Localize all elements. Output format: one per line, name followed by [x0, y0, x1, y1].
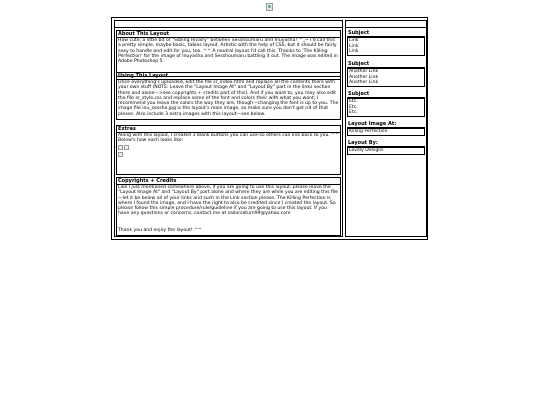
sidebar-link[interactable]: Etc.: [349, 110, 358, 115]
extras-title: Extras: [117, 126, 340, 133]
main-content: [114, 20, 343, 237]
layout-by-box: [347, 147, 425, 155]
layout-by-link[interactable]: Lovely Designs: [349, 148, 384, 153]
subject-block-3: [347, 91, 425, 117]
subject-list-3: [347, 98, 425, 117]
main-header-bar: [115, 21, 342, 28]
extras-section: [116, 125, 341, 175]
sidebar-header-bar: [346, 21, 426, 28]
copyrights-text: Like I just mentioned somewhere above, if you are going to use this layout, please leave the "Layout Image At" and "Layout By" part alone and where they are while you are editing this file—let it be below all of your links and such in the Link section please. The Killing Perfection is where I found the image, and I have the right to also be credited since I created the layout. So please follow this simple procedure/rule/guideline if you are going to use this layout. If you have any questions or concerns, contact me at sailorsaturn99@yahoo.com: [118, 185, 338, 217]
subject-block-2: [347, 61, 425, 87]
subject-block-1: [347, 30, 425, 56]
copyrights-section: [116, 177, 341, 236]
sidebar-link[interactable]: Link: [349, 43, 359, 49]
layout-table: [111, 17, 428, 240]
using-title: Using This Layout: [117, 73, 340, 80]
image-at-block: [347, 121, 425, 136]
sidebar-link[interactable]: Link: [349, 38, 359, 43]
sidebar-link[interactable]: Link: [349, 49, 359, 54]
using-section: [116, 72, 341, 120]
link-buttons: [117, 144, 340, 151]
about-title: About This Layout: [117, 31, 340, 38]
sidebar-link[interactable]: Another Link: [349, 74, 379, 80]
link-button-2-image[interactable]: [124, 145, 129, 150]
using-text: Once everything's uploaded, edit the file sr_index.html and replace all the contents there with your own stuff (NOTE: Leave the "Layout Image At" and "Layout By" part in the links section there and alone—>see copyrights + credits part of this). And if you want to, you may also edit the file sr_style.css and replace some of the font and colors their with what you want; I recommend you leave the colors the way they are, though—changing the font is up to you. The image file inu_sessha.jpg is the layout's main image, so make sure you don't get rid of that please. Also include 3 extra images with this layout—see below.: [118, 80, 339, 117]
subject-title-2: Subject: [347, 61, 425, 68]
link-button-1-image[interactable]: [118, 145, 123, 150]
sidebar: [345, 20, 427, 237]
about-section: [116, 30, 341, 77]
subject-list-1: [347, 37, 425, 56]
link-button-3-image[interactable]: [118, 152, 123, 157]
broken-image-icon: [266, 3, 273, 11]
layout-by-block: [347, 140, 425, 155]
layout-by-title: Layout By:: [347, 140, 425, 147]
image-at-box: [347, 128, 425, 136]
subject-title-1: Subject: [347, 30, 425, 37]
subject-title-3: Subject: [347, 91, 425, 98]
about-text: How cute; a little bit of "Sibling Rivalry" between Sesshoumaru and Inuyasha! ^_~ I'd call this a pretty simple, maybe basic, tables layout. Artistic with the help of CSS, but it should be fairly easy to handle and edit for you, too. ^^ A neutral layout I'd call this. Thanks to 'The Killing Perfection' for the image of Inuyasha and Sesshoumaru battling it out. The image was edited in Adobe Photoshop 5.: [118, 38, 338, 65]
thanks-text: Thank you and enjoy the layout! ^^: [118, 227, 202, 233]
image-at-link[interactable]: Killing Perfection: [349, 129, 388, 134]
sidebar-link[interactable]: Another Link: [349, 69, 379, 74]
sidebar-link[interactable]: Etc.: [349, 104, 358, 110]
sidebar-link[interactable]: Another Link: [349, 80, 379, 85]
subject-list-2: [347, 68, 425, 87]
link-buttons-row-2: [117, 151, 340, 158]
extras-text: Along with this layout, I created 3 blank buttons you can use-so others can link back to you. ^^ Below's how each looks like:: [118, 133, 339, 144]
image-at-title: Layout Image At:: [347, 121, 425, 128]
copyrights-title: Copyrights + Credits: [117, 178, 340, 185]
sidebar-link[interactable]: Etc.: [349, 99, 358, 104]
